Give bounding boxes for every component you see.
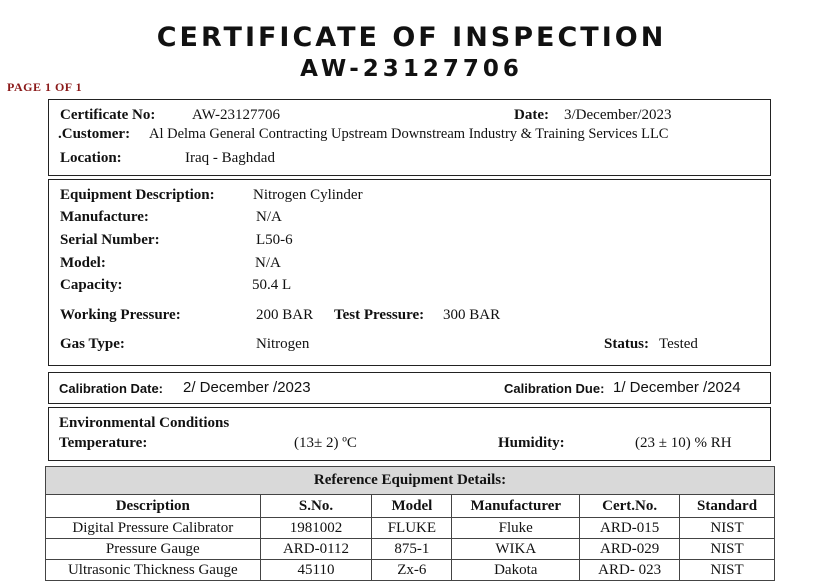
date-value: 3/December/2023 xyxy=(564,107,672,123)
table-cell: Digital Pressure Calibrator xyxy=(46,518,261,539)
table-header-row xyxy=(46,495,775,518)
test-pressure-label: Test Pressure: xyxy=(334,307,425,323)
customer-label: .Customer: xyxy=(58,126,131,142)
customer-value: Al Delma General Contracting Upstream Downstream Industry & Training Services LLC xyxy=(149,126,669,142)
table-cell: WIKA xyxy=(452,539,580,560)
humidity-value: (23 ± 10) % RH xyxy=(635,435,732,451)
environment-heading: Environmental Conditions xyxy=(59,415,230,431)
reference-table-heading: Reference Equipment Details: xyxy=(46,467,775,495)
status-value: Tested xyxy=(659,336,698,352)
page-indicator: PAGE 1 OF 1 xyxy=(7,80,83,94)
model-label: Model: xyxy=(60,255,106,271)
calibration-date-value: 2/ December /2023 xyxy=(183,379,311,396)
equipment-description-value: Nitrogen Cylinder xyxy=(253,187,363,203)
calibration-date-label: Calibration Date: xyxy=(59,381,164,396)
manufacture-value: N/A xyxy=(256,209,282,225)
table-cell: 1981002 xyxy=(260,518,372,539)
location-value: Iraq - Baghdad xyxy=(185,150,275,166)
table-cell: FLUKE xyxy=(372,518,452,539)
gas-type-label: Gas Type: xyxy=(60,336,125,352)
table-cell: Dakota xyxy=(452,560,580,581)
table-cell: ARD-0112 xyxy=(260,539,372,560)
equipment-description-label: Equipment Description: xyxy=(60,187,215,203)
calibration-due-label: Calibration Due: xyxy=(504,381,605,396)
table-cell: 875-1 xyxy=(372,539,452,560)
table-cell: ARD-015 xyxy=(580,518,680,539)
date-label: Date: xyxy=(514,107,549,123)
table-cell: ARD-029 xyxy=(580,539,680,560)
column-header: Description xyxy=(46,495,261,518)
table-cell: Fluke xyxy=(452,518,580,539)
table-cell: Ultrasonic Thickness Gauge xyxy=(46,560,261,581)
table-cell: NIST xyxy=(680,539,775,560)
calibration-due-value: 1/ December /2024 xyxy=(613,379,741,396)
table-row xyxy=(46,518,775,539)
table-cell: 45110 xyxy=(260,560,372,581)
table-cell: ARD- 023 xyxy=(580,560,680,581)
humidity-label: Humidity: xyxy=(498,435,565,451)
column-header: Standard xyxy=(680,495,775,518)
test-pressure-value: 300 BAR xyxy=(443,307,501,323)
table-cell: NIST xyxy=(680,518,775,539)
manufacture-label: Manufacture: xyxy=(60,209,149,225)
gas-type-value: Nitrogen xyxy=(256,336,310,352)
certificate-number-heading: AW-23127706 xyxy=(300,56,523,82)
capacity-value: 50.4 L xyxy=(252,277,292,293)
working-pressure-value: 200 BAR xyxy=(256,307,314,323)
column-header: Manufacturer xyxy=(452,495,580,518)
location-label: Location: xyxy=(60,150,122,166)
table-cell: Pressure Gauge xyxy=(46,539,261,560)
serial-number-value: L50-6 xyxy=(256,232,293,248)
temperature-value: (13± 2) ºC xyxy=(294,435,357,451)
table-row xyxy=(46,539,775,560)
model-value: N/A xyxy=(255,255,281,271)
column-header: Cert.No. xyxy=(580,495,680,518)
capacity-label: Capacity: xyxy=(60,277,123,293)
column-header: Model xyxy=(372,495,452,518)
certificate-no-label: Certificate No: xyxy=(60,107,156,123)
reference-equipment-table xyxy=(45,466,775,581)
table-cell: NIST xyxy=(680,560,775,581)
table-row xyxy=(46,560,775,581)
certificate-no-value: AW-23127706 xyxy=(192,107,280,123)
table-cell: Zx-6 xyxy=(372,560,452,581)
certificate-title: CERTIFICATE OF INSPECTION xyxy=(156,22,667,53)
status-label: Status: xyxy=(604,336,650,352)
serial-number-label: Serial Number: xyxy=(60,232,160,248)
column-header: S.No. xyxy=(260,495,372,518)
working-pressure-label: Working Pressure: xyxy=(60,307,181,323)
temperature-label: Temperature: xyxy=(59,435,148,451)
